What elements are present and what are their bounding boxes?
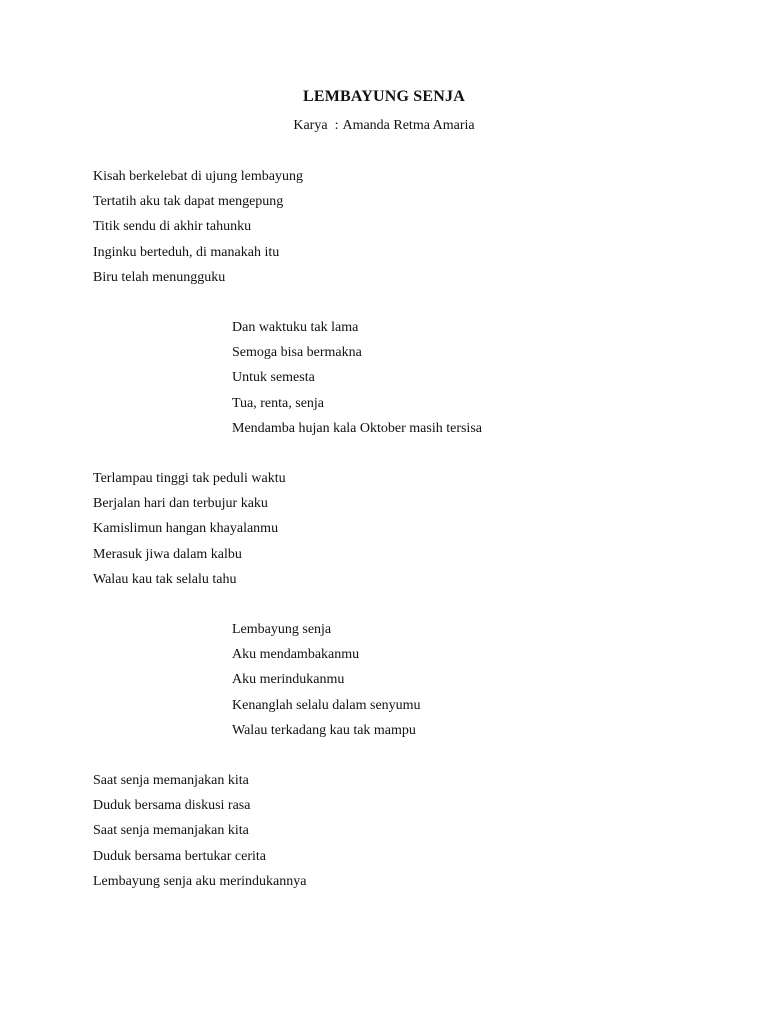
stanza-1: [93, 164, 303, 290]
author-name: Amanda Retma Amaria: [342, 118, 475, 133]
poem-line: Walau terkadang kau tak mampu: [232, 722, 416, 738]
poem-line: Mendamba hujan kala Oktober masih tersisa: [232, 420, 482, 436]
poem-line: Dan waktuku tak lama: [232, 320, 359, 335]
poem-line: Kamislimun hangan khayalanmu: [93, 521, 279, 537]
poem-line: Untuk semesta: [232, 370, 315, 386]
poem-line: Saat senja memanjakan kita: [93, 773, 249, 788]
poem-line: Duduk bersama diskusi rasa: [93, 798, 251, 814]
poem-line: Biru telah menungguku: [93, 269, 226, 285]
poem-line: Lembayung senja: [232, 622, 332, 637]
poem-line: Duduk bersama bertukar cerita: [93, 848, 266, 864]
stanza-3: [93, 466, 286, 592]
poem-line: Inginku berteduh, di manakah itu: [93, 244, 280, 260]
poem-line: Aku mendambakanmu: [232, 647, 360, 663]
poem-line: Berjalan hari dan terbujur kaku: [93, 496, 268, 512]
author-separator: :: [334, 118, 339, 133]
poem-line: Lembayung senja aku merindukannya: [93, 873, 307, 889]
poem-line: Titik sendu di akhir tahunku: [93, 219, 252, 235]
poem-line: Terlampau tinggi tak peduli waktu: [93, 471, 286, 486]
poem-line: Kisah berkelebat di ujung lembayung: [93, 169, 303, 184]
poem-author-line: [0, 116, 768, 136]
poem-line: Kenanglah selalu dalam senyumu: [232, 697, 421, 713]
poem-title: LEMBAYUNG SENJA: [303, 88, 465, 105]
poem-line: Merasuk jiwa dalam kalbu: [93, 546, 242, 562]
poem-line: Semoga bisa bermakna: [232, 345, 362, 361]
poem-line: Saat senja memanjakan kita: [93, 823, 249, 839]
poem-line: Tertatih aku tak dapat mengepung: [93, 194, 284, 210]
stanza-4: [232, 617, 421, 743]
author-label: Karya: [293, 118, 328, 133]
poem-line: Walau kau tak selalu tahu: [93, 571, 237, 587]
poem-line: Tua, renta, senja: [232, 395, 325, 411]
stanza-5: [93, 768, 306, 894]
poem-line: Aku merindukanmu: [232, 672, 345, 688]
stanza-2: [232, 315, 482, 441]
